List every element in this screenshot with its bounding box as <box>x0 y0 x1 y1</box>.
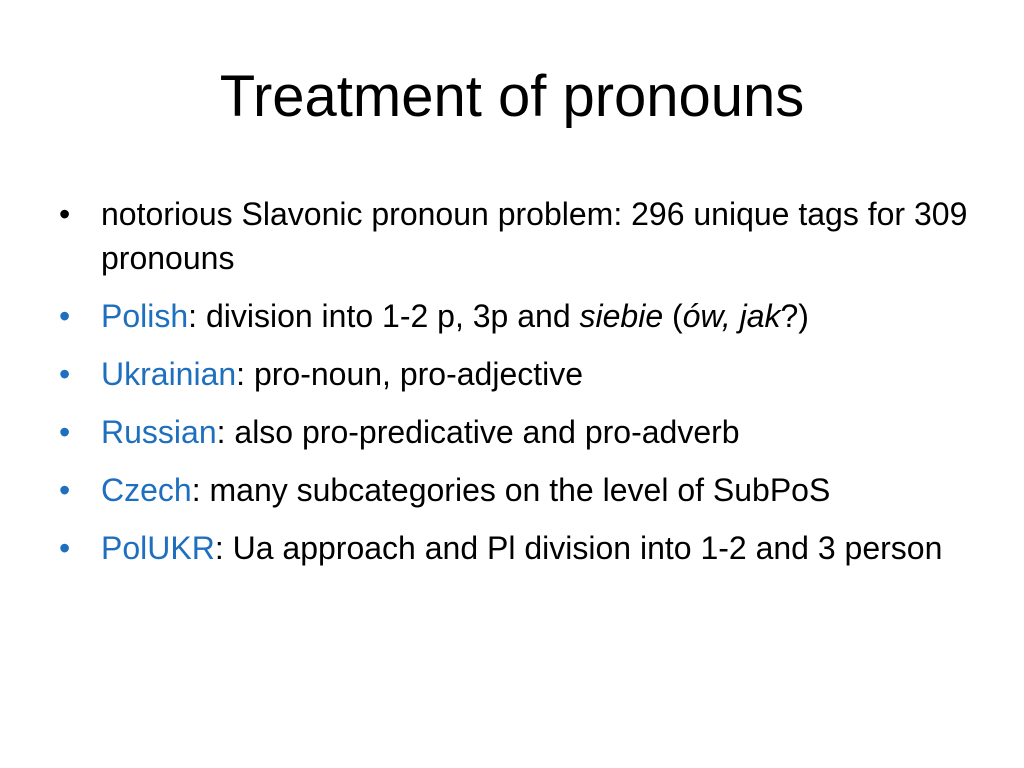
bullet-text: : pro-noun, pro-adjective <box>236 356 584 392</box>
bullet-item-polish <box>56 294 976 338</box>
bullet-label-polukr: PolUKR <box>101 530 215 566</box>
bullet-text: : Ua approach and Pl division into 1-2 and 3 person <box>214 530 943 566</box>
bullet-icon: • <box>59 298 71 334</box>
bullet-item-pronoun-problem <box>56 192 976 280</box>
bullet-item-ukrainian <box>56 352 976 396</box>
bullet-text: : division into 1-2 p, 3p and <box>188 298 580 334</box>
bullet-text: notorious Slavonic pronoun problem: 296 unique tags for 309 pronouns <box>101 196 968 276</box>
bullet-label-polish: Polish <box>101 298 189 334</box>
bullet-icon: • <box>59 196 71 232</box>
bullet-icon: • <box>59 472 71 508</box>
bullet-text: : many subcategories on the level of SubPoS <box>191 472 831 508</box>
slide-title: Treatment of pronouns <box>219 64 805 129</box>
bullet-label-russian: Russian <box>101 414 217 450</box>
bullet-item-polukr <box>56 526 976 570</box>
bullet-label-czech: Czech <box>101 472 192 508</box>
bullet-emphasis-siebie: siebie <box>579 298 664 334</box>
bullet-text: : also pro-predicative and pro-adverb <box>216 414 740 450</box>
bullet-label-ukrainian: Ukrainian <box>101 356 237 392</box>
bullet-text: ( <box>663 298 683 334</box>
bullet-emphasis-ow-jak: ów, jak <box>682 298 781 334</box>
bullet-icon: • <box>59 414 71 450</box>
bullet-list <box>56 192 976 584</box>
bullet-icon: • <box>59 356 71 392</box>
bullet-item-russian <box>56 410 976 454</box>
bullet-text: ?) <box>780 298 809 334</box>
bullet-item-czech <box>56 468 976 512</box>
bullet-icon: • <box>59 530 71 566</box>
